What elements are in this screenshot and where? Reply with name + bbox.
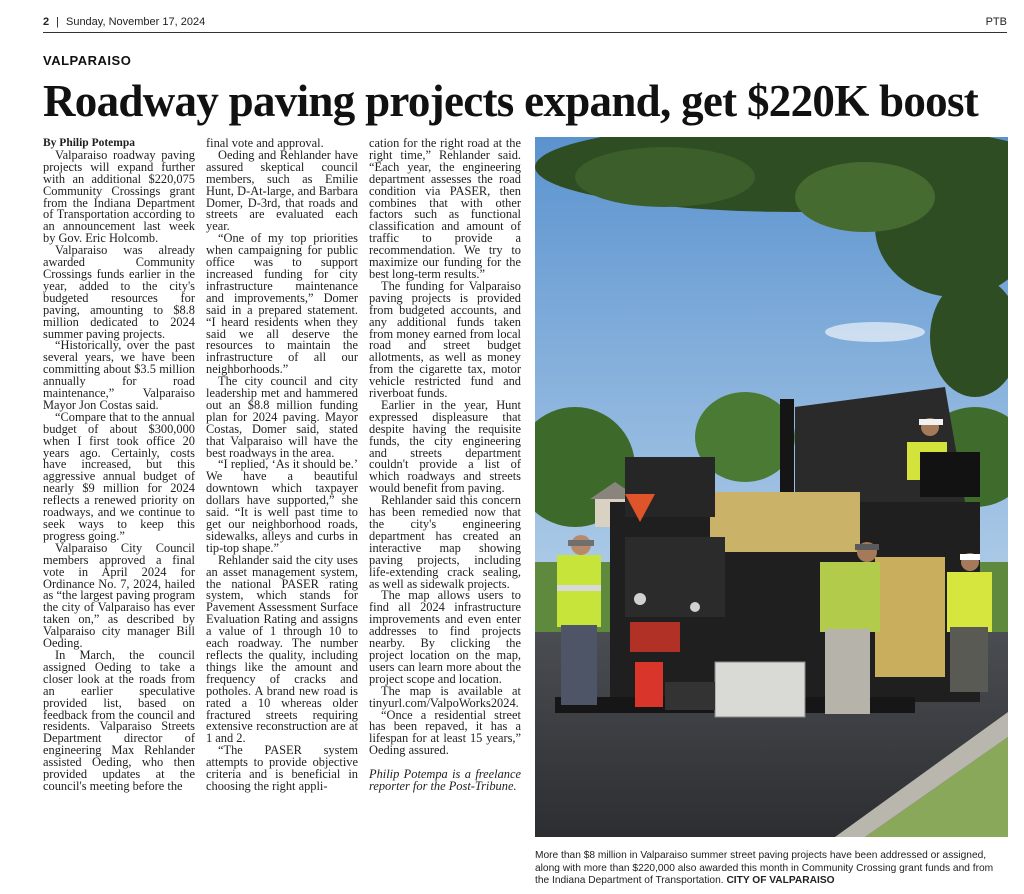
article-paragraph: “One of my top priorities when campaigning for public office was to support increased funding for city infrastructure maintenance and improvements,” Domer said in a prepared statement. “I heard residents when they said we all deserve the resources to maintain the infrastructure of all our neighborhoods.” [206, 231, 358, 377]
article-paragraph: The city council and city leadership met and hammered out an $8.8 million funding plan for 2024 paving. Mayor Costas, Domer said, stated that Valparaiso will have the best roadways in the area. [206, 374, 358, 460]
photo-credit: CITY OF VALPARAISO [726, 875, 835, 886]
article-paragraph: “Historically, over the past several years, we have been committing about $3.5 million annually for road maintenance,” Valparaiso Mayor Jon Costas said. [43, 338, 195, 412]
column-body [369, 138, 521, 757]
article-paragraph: Valparaiso City Council members approved a final vote in April 2024 for Ordinance No. 7, 2024, hailed as “the largest paving program the city of Valparaiso has ever taken on,” as described by Valparaiso city manager Bill Oeding. [43, 540, 195, 651]
caption-text: More than $8 million in Valparaiso summer street paving projects have been addressed or assigned, along with more than $220,000 also awarded this month in Community Crossing grant funds and from the Indiana Department of Transportation. [535, 850, 994, 886]
article-paragraph: Rehlander said the city uses an asset management system, the national PASER rating system, which stands for Pavement Assessment Surface Evaluation Rating and assigns a value of 1 through 10 to each roadway. The number reflects the quality, including things like the amount and frequency of cracks and potholes. A brand new road is rated a 10 whereas older fractured streets requiring extensive reconstruction are at 1 and 2. [206, 552, 358, 746]
folio-separator: | [56, 16, 59, 28]
article-paragraph: Valparaiso was already awarded Community Crossings funds earlier in the year, added to the city's budgeted resources for paving, amounting to $8.8 million dedicated to 2024 summer paving projects. [43, 243, 195, 341]
article-paragraph: “Compare that to the annual budget of about $300,000 when I first took office 20 years ago. Certainly, costs have increased, but this aggressive annual budget of nearly $9 million for 2024 reflects a renewed priority on roadways, and we continue to seek ways to keep this progress going.” [43, 409, 195, 543]
headline: Roadway paving projects expand, get $220K boost [43, 76, 979, 126]
article-paragraph: In March, the council assigned Oeding to take a closer look at the roads from an earlier speculative provided list, based on feedback from the council and residents. Valparaiso Streets Department director of engineering Max Rehlander assisted Oeding, who then provided updates at the council's meeting before the [43, 647, 195, 793]
article-paragraph: “Once a residential street has been repaved, it has a lifespan for at least 15 years,” Oeding assured. [369, 707, 521, 758]
byline: By Philip Potempa [43, 138, 136, 149]
worker-left [557, 535, 601, 705]
article-paragraph: Rehlander said this concern has been remedied now that the city's engineering department has created an interactive map showing paving projects, including life-extending crack sealing, as well as sidewalk projects. [369, 493, 521, 591]
author-tagline: Philip Potempa is a freelance reporter for the Post-Tribune. [369, 767, 521, 794]
article-paragraph: final vote and approval. [206, 138, 324, 150]
article-column-3 [369, 138, 521, 894]
section-label: VALPARAISO [43, 53, 132, 68]
article-paragraph: The funding for Valparaiso paving projects is provided from budgeted accounts, and any additional funds taken from money earned from local road and street budget allotments, as well as money from the cigarette tax, motor vehicle restricted fund and riverboat funds. [369, 278, 521, 401]
article-column-1 [43, 138, 195, 894]
article-paragraph: The map is available at tinyurl.com/ValpoWorks2024. [369, 683, 521, 710]
article-paragraph: Oeding and Rehlander have assured skeptical council members, such as Emilie Hunt, D-At-large, and Barbara Domer, D-3rd, that roads and streets are evaluated each year. [206, 147, 358, 234]
article-paragraph: “The PASER system attempts to provide objective criteria and is beneficial in choosing the right appli- [206, 743, 358, 793]
paving-crew-photo [535, 137, 1008, 837]
folio-left [43, 16, 205, 28]
column-body [206, 138, 358, 793]
page-number: 2 [43, 16, 50, 28]
article-paragraph: The map allows users to find all 2024 infrastructure improvements and even enter addresses to find projects nearby. By clicking the project location on the map, users can learn more about the project scope and location. [369, 588, 521, 686]
page-folio [43, 16, 1007, 32]
article-paragraph: “I replied, ‘As it should be.’ We have a beautiful downtown which taxpayer dollars have supported,” she said. “It is well past time to get our neighborhood roads, sidewalks, alleys and curbs in tip-top shape.” [206, 457, 358, 555]
publication-code: PTB [985, 16, 1007, 28]
worker-right [947, 553, 992, 692]
article-paragraph: Earlier in the year, Hunt expressed displeasure that despite having the requisite funds, the city engineering and streets department couldn't provide a list of which roadways and streets would benefit from paving. [369, 397, 521, 496]
header-rule [43, 32, 1007, 33]
photo-illustration [535, 137, 1008, 837]
article-column-2 [206, 138, 358, 894]
column-body [43, 147, 195, 793]
photo-caption [535, 850, 1010, 888]
article-paragraph: cation for the right road at the right time,” Rehlander said. “Each year, the engineering department assesses the road condition via PASER, then combines that with other factors such as functional classification and amount of traffic to provide a recommendation. We try to maximize our funding for the best long-term results.” [369, 138, 521, 281]
article-paragraph: Valparaiso roadway paving projects will expand further with an additional $220,075 Community Crossings grant from the Indiana Department of Transportation according to an announcement last week by Gov. Eric Holcomb. [43, 147, 195, 246]
issue-date: Sunday, November 17, 2024 [65, 16, 206, 28]
